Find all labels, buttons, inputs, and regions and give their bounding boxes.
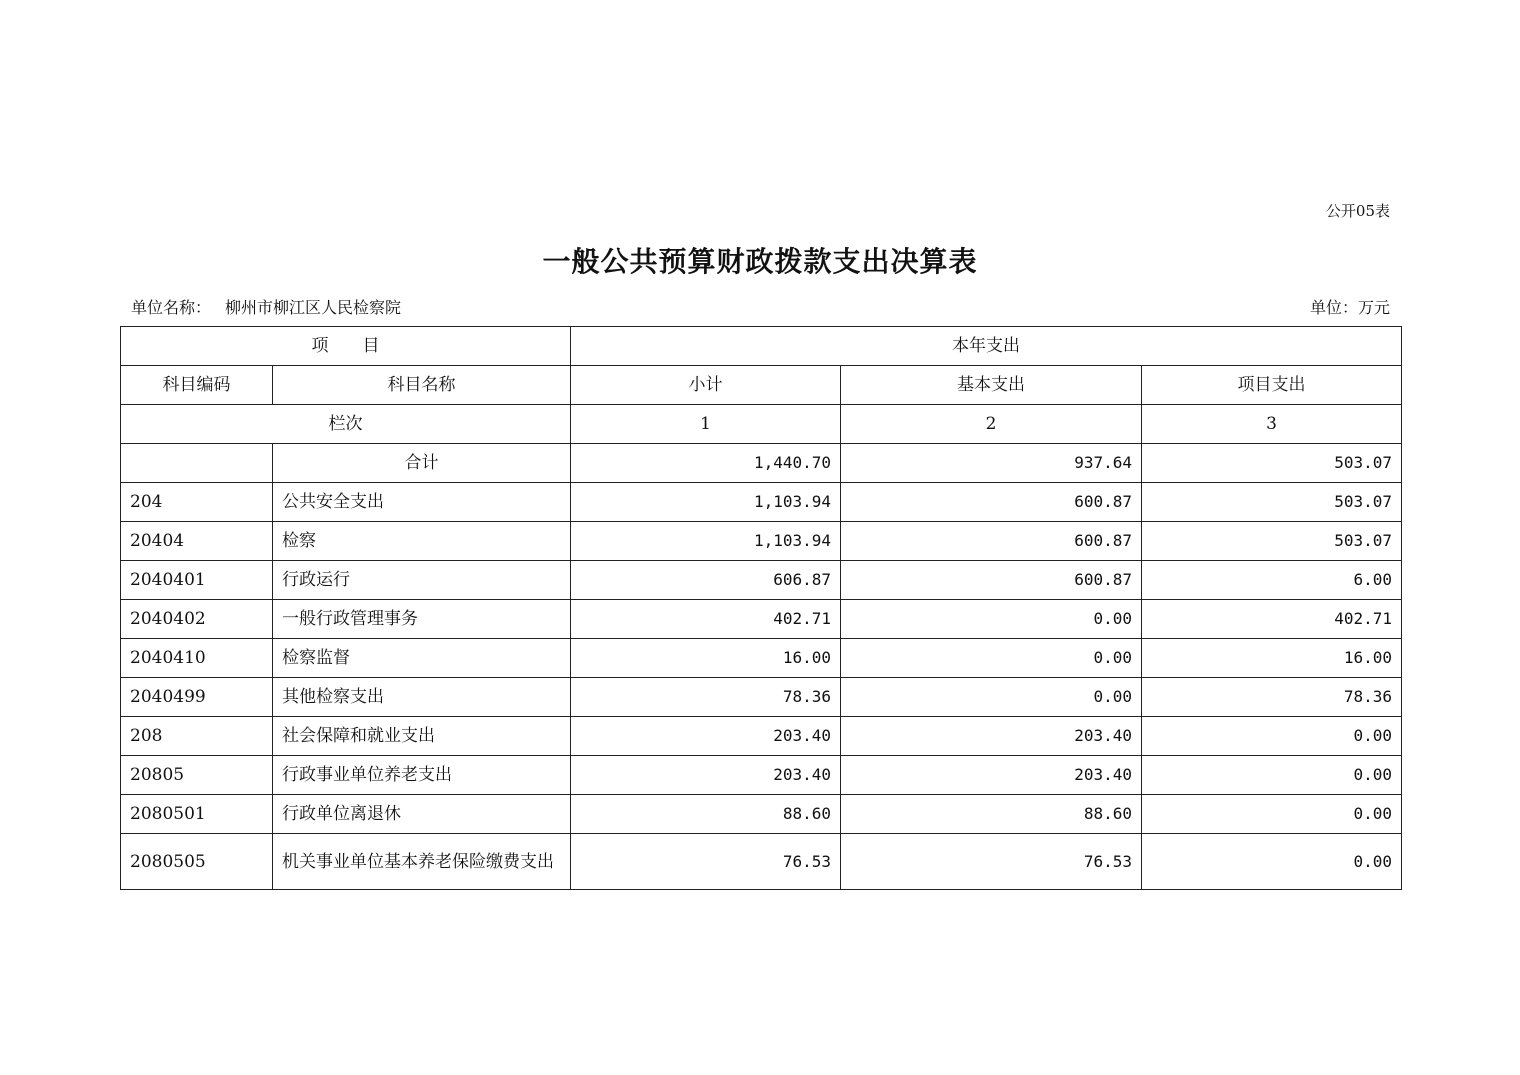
subject-code: 2040401 — [121, 561, 273, 600]
header-project: 项 目 — [121, 327, 571, 366]
subject-code: 2040410 — [121, 639, 273, 678]
table-row — [121, 522, 1402, 561]
table-row — [121, 561, 1402, 600]
project-value: 16.00 — [1142, 639, 1402, 678]
subject-name: 其他检察支出 — [273, 678, 571, 717]
total-row — [121, 444, 1402, 483]
project-value: 78.36 — [1142, 678, 1402, 717]
unit-name-label: 单位名称： — [131, 298, 212, 317]
subject-name: 行政单位离退休 — [273, 795, 571, 834]
subtotal-value: 76.53 — [571, 834, 841, 890]
subject-code: 2080505 — [121, 834, 273, 890]
subtotal-value: 203.40 — [571, 717, 841, 756]
subject-name: 检察 — [273, 522, 571, 561]
subtotal-value: 402.71 — [571, 600, 841, 639]
project-value: 402.71 — [1142, 600, 1402, 639]
basic-value: 600.87 — [841, 522, 1142, 561]
table-row — [121, 483, 1402, 522]
subject-code: 20805 — [121, 756, 273, 795]
header-row-2 — [121, 366, 1402, 405]
subject-name: 机关事业单位基本养老保险缴费支出 — [273, 834, 571, 890]
basic-value: 600.87 — [841, 561, 1142, 600]
subtotal-value: 1,103.94 — [571, 483, 841, 522]
basic-value: 0.00 — [841, 678, 1142, 717]
subtotal-value: 606.87 — [571, 561, 841, 600]
expenditure-table — [120, 326, 1402, 890]
subject-name: 一般行政管理事务 — [273, 600, 571, 639]
basic-value: 88.60 — [841, 795, 1142, 834]
subject-code: 204 — [121, 483, 273, 522]
subtotal-value: 78.36 — [571, 678, 841, 717]
subject-code: 2040402 — [121, 600, 273, 639]
page-title: 一般公共预算财政拨款支出决算表 — [542, 245, 978, 278]
basic-value: 203.40 — [841, 717, 1142, 756]
project-value: 503.07 — [1142, 522, 1402, 561]
subject-name: 检察监督 — [273, 639, 571, 678]
total-project: 503.07 — [1142, 444, 1402, 483]
project-value: 0.00 — [1142, 795, 1402, 834]
project-value: 0.00 — [1142, 834, 1402, 890]
subject-code: 208 — [121, 717, 273, 756]
basic-value: 600.87 — [841, 483, 1142, 522]
subtotal-value: 88.60 — [571, 795, 841, 834]
project-value: 0.00 — [1142, 756, 1402, 795]
column-index-row — [121, 405, 1402, 444]
column-index-3: 3 — [1142, 405, 1402, 444]
unit-name-line — [131, 295, 401, 318]
subject-code: 20404 — [121, 522, 273, 561]
column-index-2: 2 — [841, 405, 1142, 444]
subtotal-value: 1,103.94 — [571, 522, 841, 561]
total-subtotal: 1,440.70 — [571, 444, 841, 483]
subtotal-value: 16.00 — [571, 639, 841, 678]
header-subtotal: 小计 — [571, 366, 841, 405]
header-basic: 基本支出 — [841, 366, 1142, 405]
currency-unit: 单位：万元 — [1309, 298, 1390, 317]
table-row — [121, 795, 1402, 834]
table-row — [121, 600, 1402, 639]
header-project-expenditure: 项目支出 — [1142, 366, 1402, 405]
header-code: 科目编码 — [121, 366, 273, 405]
project-value: 6.00 — [1142, 561, 1402, 600]
table-row — [121, 678, 1402, 717]
header-row-1 — [121, 327, 1402, 366]
basic-value: 76.53 — [841, 834, 1142, 890]
subject-code: 2080501 — [121, 795, 273, 834]
table-row — [121, 639, 1402, 678]
subject-code: 2040499 — [121, 678, 273, 717]
subject-name: 行政运行 — [273, 561, 571, 600]
form-number: 公开05表 — [1325, 202, 1390, 220]
table-row — [121, 834, 1402, 890]
basic-value: 0.00 — [841, 639, 1142, 678]
subject-name: 行政事业单位养老支出 — [273, 756, 571, 795]
subject-name: 公共安全支出 — [273, 483, 571, 522]
table-row — [121, 717, 1402, 756]
column-index-1: 1 — [571, 405, 841, 444]
total-label: 合计 — [273, 444, 571, 483]
subject-name: 社会保障和就业支出 — [273, 717, 571, 756]
row-index-label: 栏次 — [121, 405, 571, 444]
header-current-year: 本年支出 — [571, 327, 1402, 366]
project-value: 503.07 — [1142, 483, 1402, 522]
header-name: 科目名称 — [273, 366, 571, 405]
subtotal-value: 203.40 — [571, 756, 841, 795]
basic-value: 203.40 — [841, 756, 1142, 795]
total-basic: 937.64 — [841, 444, 1142, 483]
table-row — [121, 756, 1402, 795]
project-value: 0.00 — [1142, 717, 1402, 756]
unit-name: 柳州市柳江区人民检察院 — [225, 298, 402, 317]
basic-value: 0.00 — [841, 600, 1142, 639]
total-code-cell — [121, 444, 273, 483]
